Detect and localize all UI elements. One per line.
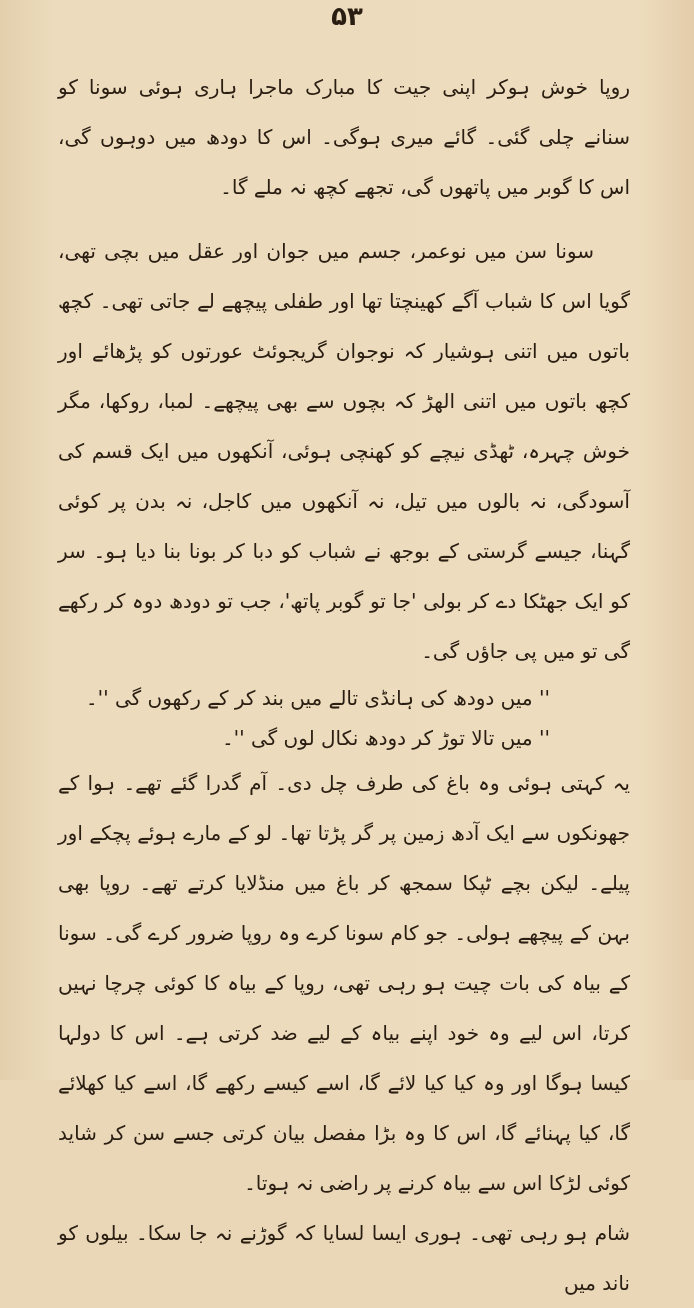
paragraph: روپا خوش ہوکر اپنی جیت کا مبارک ماجرا ہاری ہوئی سونا کو سنانے چلی گئی۔ گائے میری ہوگی۔ اس کا دودھ میں دوہوں گی، اس کا گوبر میں پاتھوں گی، تجھے کچھ نہ ملے گا۔ xyxy=(58,75,630,199)
paragraph: شام ہو رہی تھی۔ ہوری ایسا لسایا کہ گوڑنے نہ جا سکا۔ بیلوں کو ناند میں xyxy=(58,1221,630,1295)
dialogue-line: '' میں تالا توڑ کر دودھ نکال لوں گی ''۔ xyxy=(221,726,550,750)
page-number: ۵۳ xyxy=(331,2,363,32)
paragraph: یہ کہتی ہوئی وہ باغ کی طرف چل دی۔ آم گدرا گئے تھے۔ ہوا کے جھونکوں سے ایک آدھ زمین پر گر پڑتا تھا۔ لو کے مارے ہوئے پچکے اور پیلے۔ لیکن بچے ٹپکا سمجھ کر باغ میں منڈلایا کرتے تھے۔ روپا بھی بہن کے پیچھے ہولی۔ جو کام سونا کرے وہ روپا ضرور کرے گی۔ سونا کے بیاہ کی بات چیت ہو رہی تھی، روپا کے بیاہ کا کوئی چرچا نہیں کرتا، اس لیے وہ خود اپنے بیاہ کے لیے ضد کرتی ہے۔ اس کا دولہا کیسا ہوگا اور وہ کیا کیا لائے گا، اسے کیسے رکھے گا، اسے کیا کھلائے گا، کیا پہنائے گا، اس کا وہ بڑا مفصل بیان کرتی جسے سن کر شاید کوئی لڑکا اس سے بیاہ کرنے پر راضی نہ ہوتا۔ xyxy=(58,771,630,1195)
body-text xyxy=(58,62,630,1308)
dialogue-line: '' میں دودھ کی ہانڈی تالے میں بند کر کے رکھوں گی ''۔ xyxy=(85,686,550,710)
paragraph: سونا سن میں نوعمر، جسم میں جوان اور عقل میں بچی تھی، گویا اس کا شباب آگے کھینچتا تھا اور طفلی پیچھے لے جاتی تھی۔ کچھ باتوں میں اتنی ہوشیار کہ نوجوان گریجوئٹ عورتوں کو پڑھائے اور کچھ باتوں میں اتنی الھڑ کہ بچوں سے بھی پیچھے۔ لمبا، روکھا، مگر خوش چہرہ، ٹھڈی نیچے کو کھنچی ہوئی، آنکھوں میں ایک قسم کی آسودگی، نہ بالوں میں تیل، نہ آنکھوں میں کاجل، نہ بدن پر کوئی گہنا، جیسے گرستی کے بوجھ نے شباب کو دبا کر بونا بنا دیا ہو۔ سر کو ایک جھٹکا دے کر بولی 'جا تو گوبر پاتھ'، جب تو دودھ دوہ کر رکھے گی تو میں پی جاؤں گی۔ xyxy=(58,239,630,663)
